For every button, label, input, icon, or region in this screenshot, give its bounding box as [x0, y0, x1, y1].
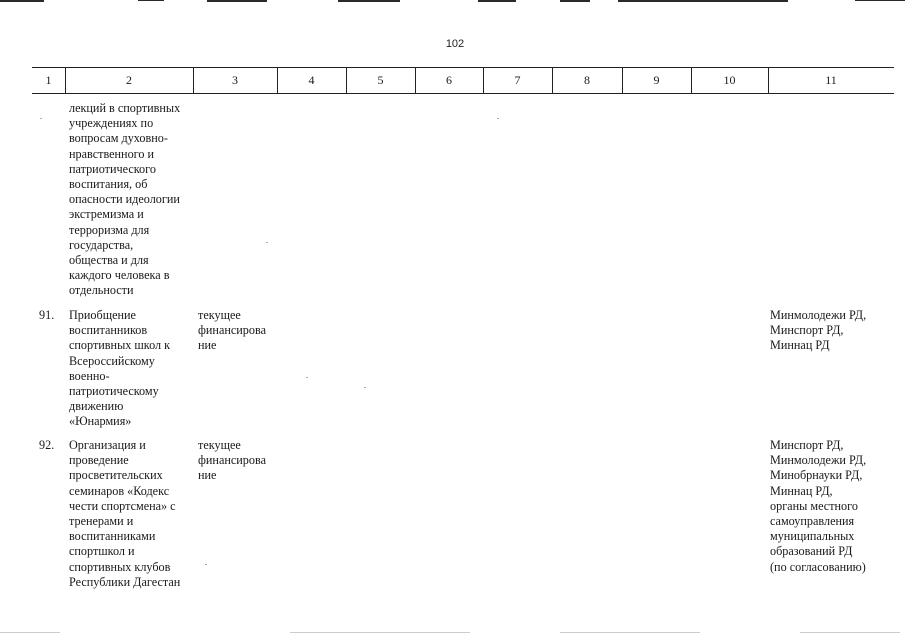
- column-header: 11: [825, 73, 837, 87]
- column-header: 9: [653, 73, 660, 87]
- scan-speck: [306, 377, 308, 378]
- scan-edge-line: [138, 0, 164, 1]
- table-row-number: 91.: [39, 308, 55, 322]
- scan-speck: [266, 242, 268, 243]
- scan-edge-line: [560, 0, 590, 2]
- table-row-number: 92.: [39, 438, 55, 452]
- scan-edge-noise: [290, 632, 470, 633]
- column-header: 2: [126, 73, 132, 87]
- scan-edge-line: [338, 0, 400, 2]
- column-header: 8: [584, 73, 590, 87]
- column-header: 5: [377, 73, 384, 87]
- column-header: 1: [45, 73, 52, 87]
- table-row-financing: текущее финансирова ние: [198, 438, 266, 483]
- scan-edge-noise: [560, 632, 700, 633]
- scan-edge-line: [0, 0, 44, 2]
- scan-edge-line: [855, 0, 905, 1]
- page-number: 102: [445, 38, 465, 50]
- table-header-row: [32, 67, 894, 94]
- scan-edge-noise: [800, 632, 900, 633]
- table-row-name: Организация и проведение просветительских семинаров «Кодекс чести спортсмена» с тренерами и воспитанниками спортшкол и спортивных клубов Республики Дагестан: [69, 438, 181, 589]
- table-row-executors: Минмолодежи РД, Минспорт РД, Миннац РД: [770, 308, 867, 353]
- column-header: 4: [308, 73, 315, 87]
- scan-edge-line: [618, 0, 788, 2]
- table-row-executors: Минспорт РД, Минмолодежи РД, Минобрнауки РД, Миннац РД, органы местного самоуправления муниципальных образований РД (по согласованию): [770, 438, 867, 574]
- scan-speck: [497, 118, 499, 119]
- scan-speck: [364, 387, 366, 388]
- scan-speck: [205, 564, 207, 565]
- scan-edge-noise: [0, 632, 60, 633]
- table-row-name: Приобщение воспитанников спортивных школ к Всероссийскому военно- патриотическому движению «Юнармия»: [69, 308, 171, 429]
- table-row-name: лекций в спортивных учреждениях по вопросам духовно- нравственного и патриотического воспитания, об опасности идеологии экстремизма и терроризма для государства, общества и для каждого человека в отдельности: [69, 101, 181, 298]
- scan-edge-line: [478, 0, 516, 2]
- scan-edge-line: [207, 0, 267, 2]
- column-header: 3: [232, 73, 238, 87]
- table-row-financing: текущее финансирова ние: [198, 308, 266, 353]
- scan-speck: [40, 118, 42, 119]
- column-header: 7: [514, 73, 521, 87]
- column-header: 6: [446, 73, 452, 87]
- column-header: 10: [723, 73, 736, 87]
